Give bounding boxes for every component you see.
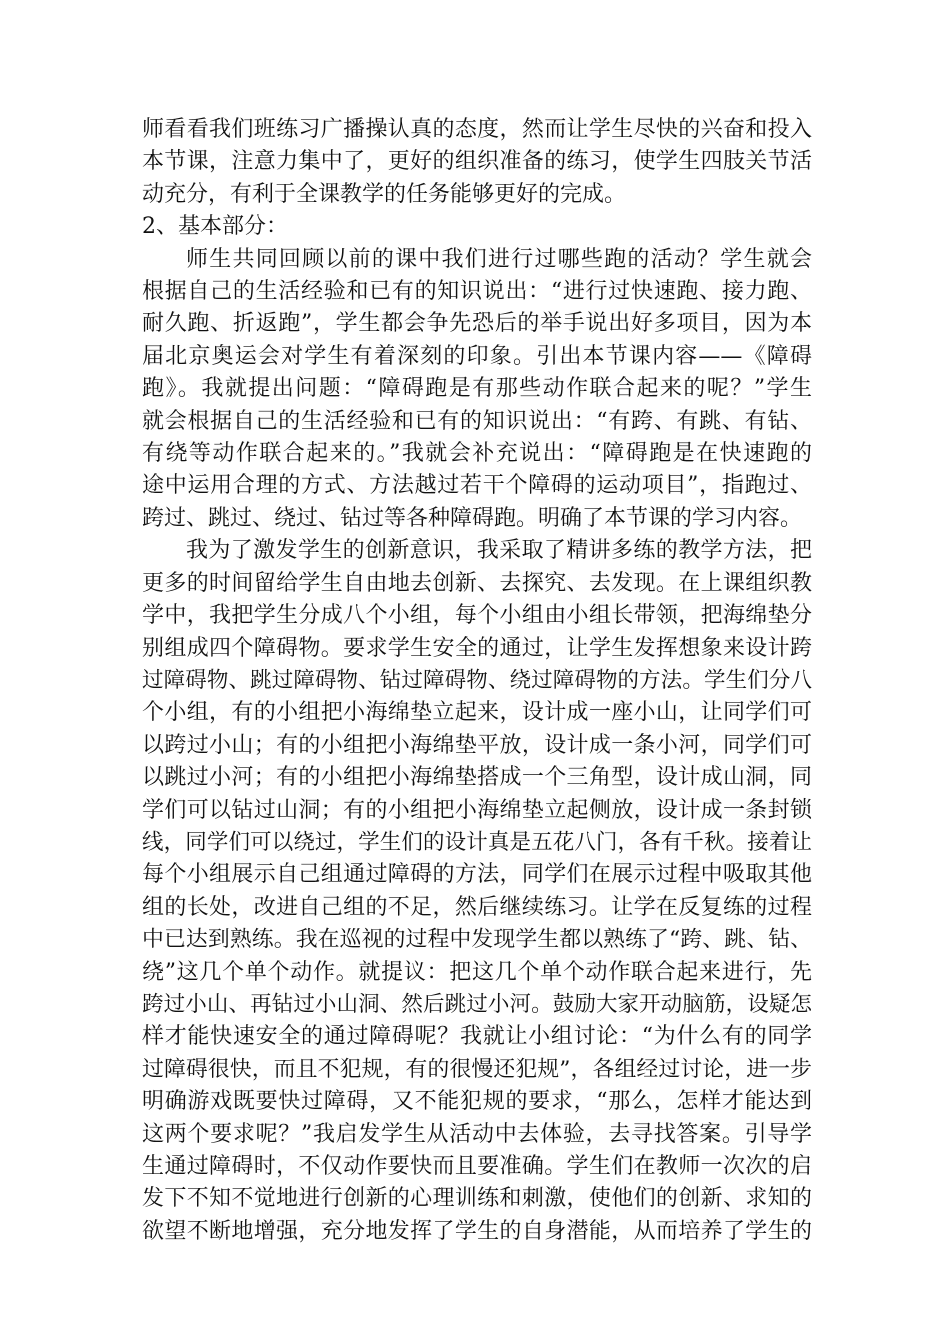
text-line: 动充分，有利于全课教学的任务能够更好的完成。 — [142, 181, 627, 207]
text-line: 每个小组展示自己组通过障碍的方法，同学们在展示过程中吸取其他 — [142, 862, 812, 888]
text-line: 学们可以钻过山洞；有的小组把小海绵垫立起侧放，设计成一条封锁 — [142, 797, 812, 823]
text-line: 跨过、跳过、绕过、钻过等各种障碍跑。明确了本节课的学习内容。 — [142, 505, 803, 531]
text-line: 这两个要求呢？”我启发学生从活动中去体验，去寻找答案。引导学 — [142, 1121, 812, 1147]
text-line: 我为了激发学生的创新意识，我采取了精讲多练的教学方法，把 — [186, 538, 812, 564]
text-line: 有绕等动作联合起来的。”我就会补充说出：“障碍跑是在快速跑的 — [142, 441, 812, 467]
text-line: 样才能快速安全的通过障碍呢？我就让小组讨论：“为什么有的同学 — [142, 1024, 812, 1050]
text-line: 2、基本部分： — [142, 214, 288, 240]
text-line: 以跳过小河；有的小组把小海绵垫搭成一个三角型，设计成山洞，同 — [142, 765, 812, 791]
text-line: 欲望不断地增强，充分地发挥了学生的自身潜能，从而培养了学生的 — [142, 1218, 812, 1244]
text-line: 发下不知不觉地进行创新的心理训练和刺激，使他们的创新、求知的 — [142, 1186, 812, 1212]
text-line: 学中，我把学生分成八个小组，每个小组由小组长带领，把海绵垫分 — [142, 603, 812, 629]
text-line: 个小组，有的小组把小海绵垫立起来，设计成一座小山，让同学们可 — [142, 700, 812, 726]
text-line: 师看看我们班练习广播操认真的态度，然而让学生尽快的兴奋和投入 — [142, 117, 812, 142]
text-line: 届北京奥运会对学生有着深刻的印象。引出本节课内容——《障碍 — [142, 343, 812, 369]
text-line: 过障碍很快，而且不犯规，有的很慢还犯规”，各组经过讨论，进一步 — [142, 1056, 812, 1082]
text-line: 过障碍物、跳过障碍物、钻过障碍物、绕过障碍物的方法。学生们分八 — [142, 667, 812, 693]
text-line: 本节课，注意力集中了，更好的组织准备的练习，使学生四肢关节活 — [142, 149, 812, 175]
text-line: 就会根据自己的生活经验和已有的知识说出：“有跨、有跳、有钻、 — [142, 408, 812, 434]
text-line: 明确游戏既要快过障碍，又不能犯规的要求，“那么，怎样才能达到 — [142, 1089, 812, 1115]
text-line: 组的长处，改进自己组的不足，然后继续练习。让学在反复练的过程 — [142, 894, 812, 920]
text-line: 耐久跑、折返跑”，学生都会争先恐后的举手说出好多项目，因为本 — [142, 311, 812, 337]
text-line: 更多的时间留给学生自由地去创新、去探究、去发现。在上课组织教 — [142, 570, 812, 596]
text-line: 跨过小山、再钻过小山洞、然后跳过小河。鼓励大家开动脑筋，设疑怎 — [142, 991, 812, 1017]
text-line: 绕”这几个单个动作。就提议：把这几个单个动作联合起来进行，先 — [142, 959, 812, 985]
text-line: 别组成四个障碍物。要求学生安全的通过，让学生发挥想象来设计跨 — [142, 635, 812, 661]
text-line: 根据自己的生活经验和已有的知识说出：“进行过快速跑、接力跑、 — [142, 279, 812, 305]
text-line: 中已达到熟练。我在巡视的过程中发现学生都以熟练了“跨、跳、钻、 — [142, 927, 812, 953]
text-line: 师生共同回顾以前的课中我们进行过哪些跑的活动？学生就会 — [186, 246, 812, 272]
text-line: 以跨过小山；有的小组把小海绵垫平放，设计成一条小河，同学们可 — [142, 732, 812, 758]
document-page — [142, 114, 812, 1248]
text-line: 跑》。我就提出问题：“障碍跑是有那些动作联合起来的呢？”学生 — [142, 376, 812, 402]
text-line: 线，同学们可以绕过，学生们的设计真是五花八门，各有千秋。接着让 — [142, 829, 812, 855]
text-line: 途中运用合理的方式、方法越过若干个障碍的运动项目”，指跑过、 — [142, 473, 812, 499]
text-line: 生通过障碍时，不仅动作要快而且要准确。学生们在教师一次次的启 — [142, 1154, 812, 1179]
